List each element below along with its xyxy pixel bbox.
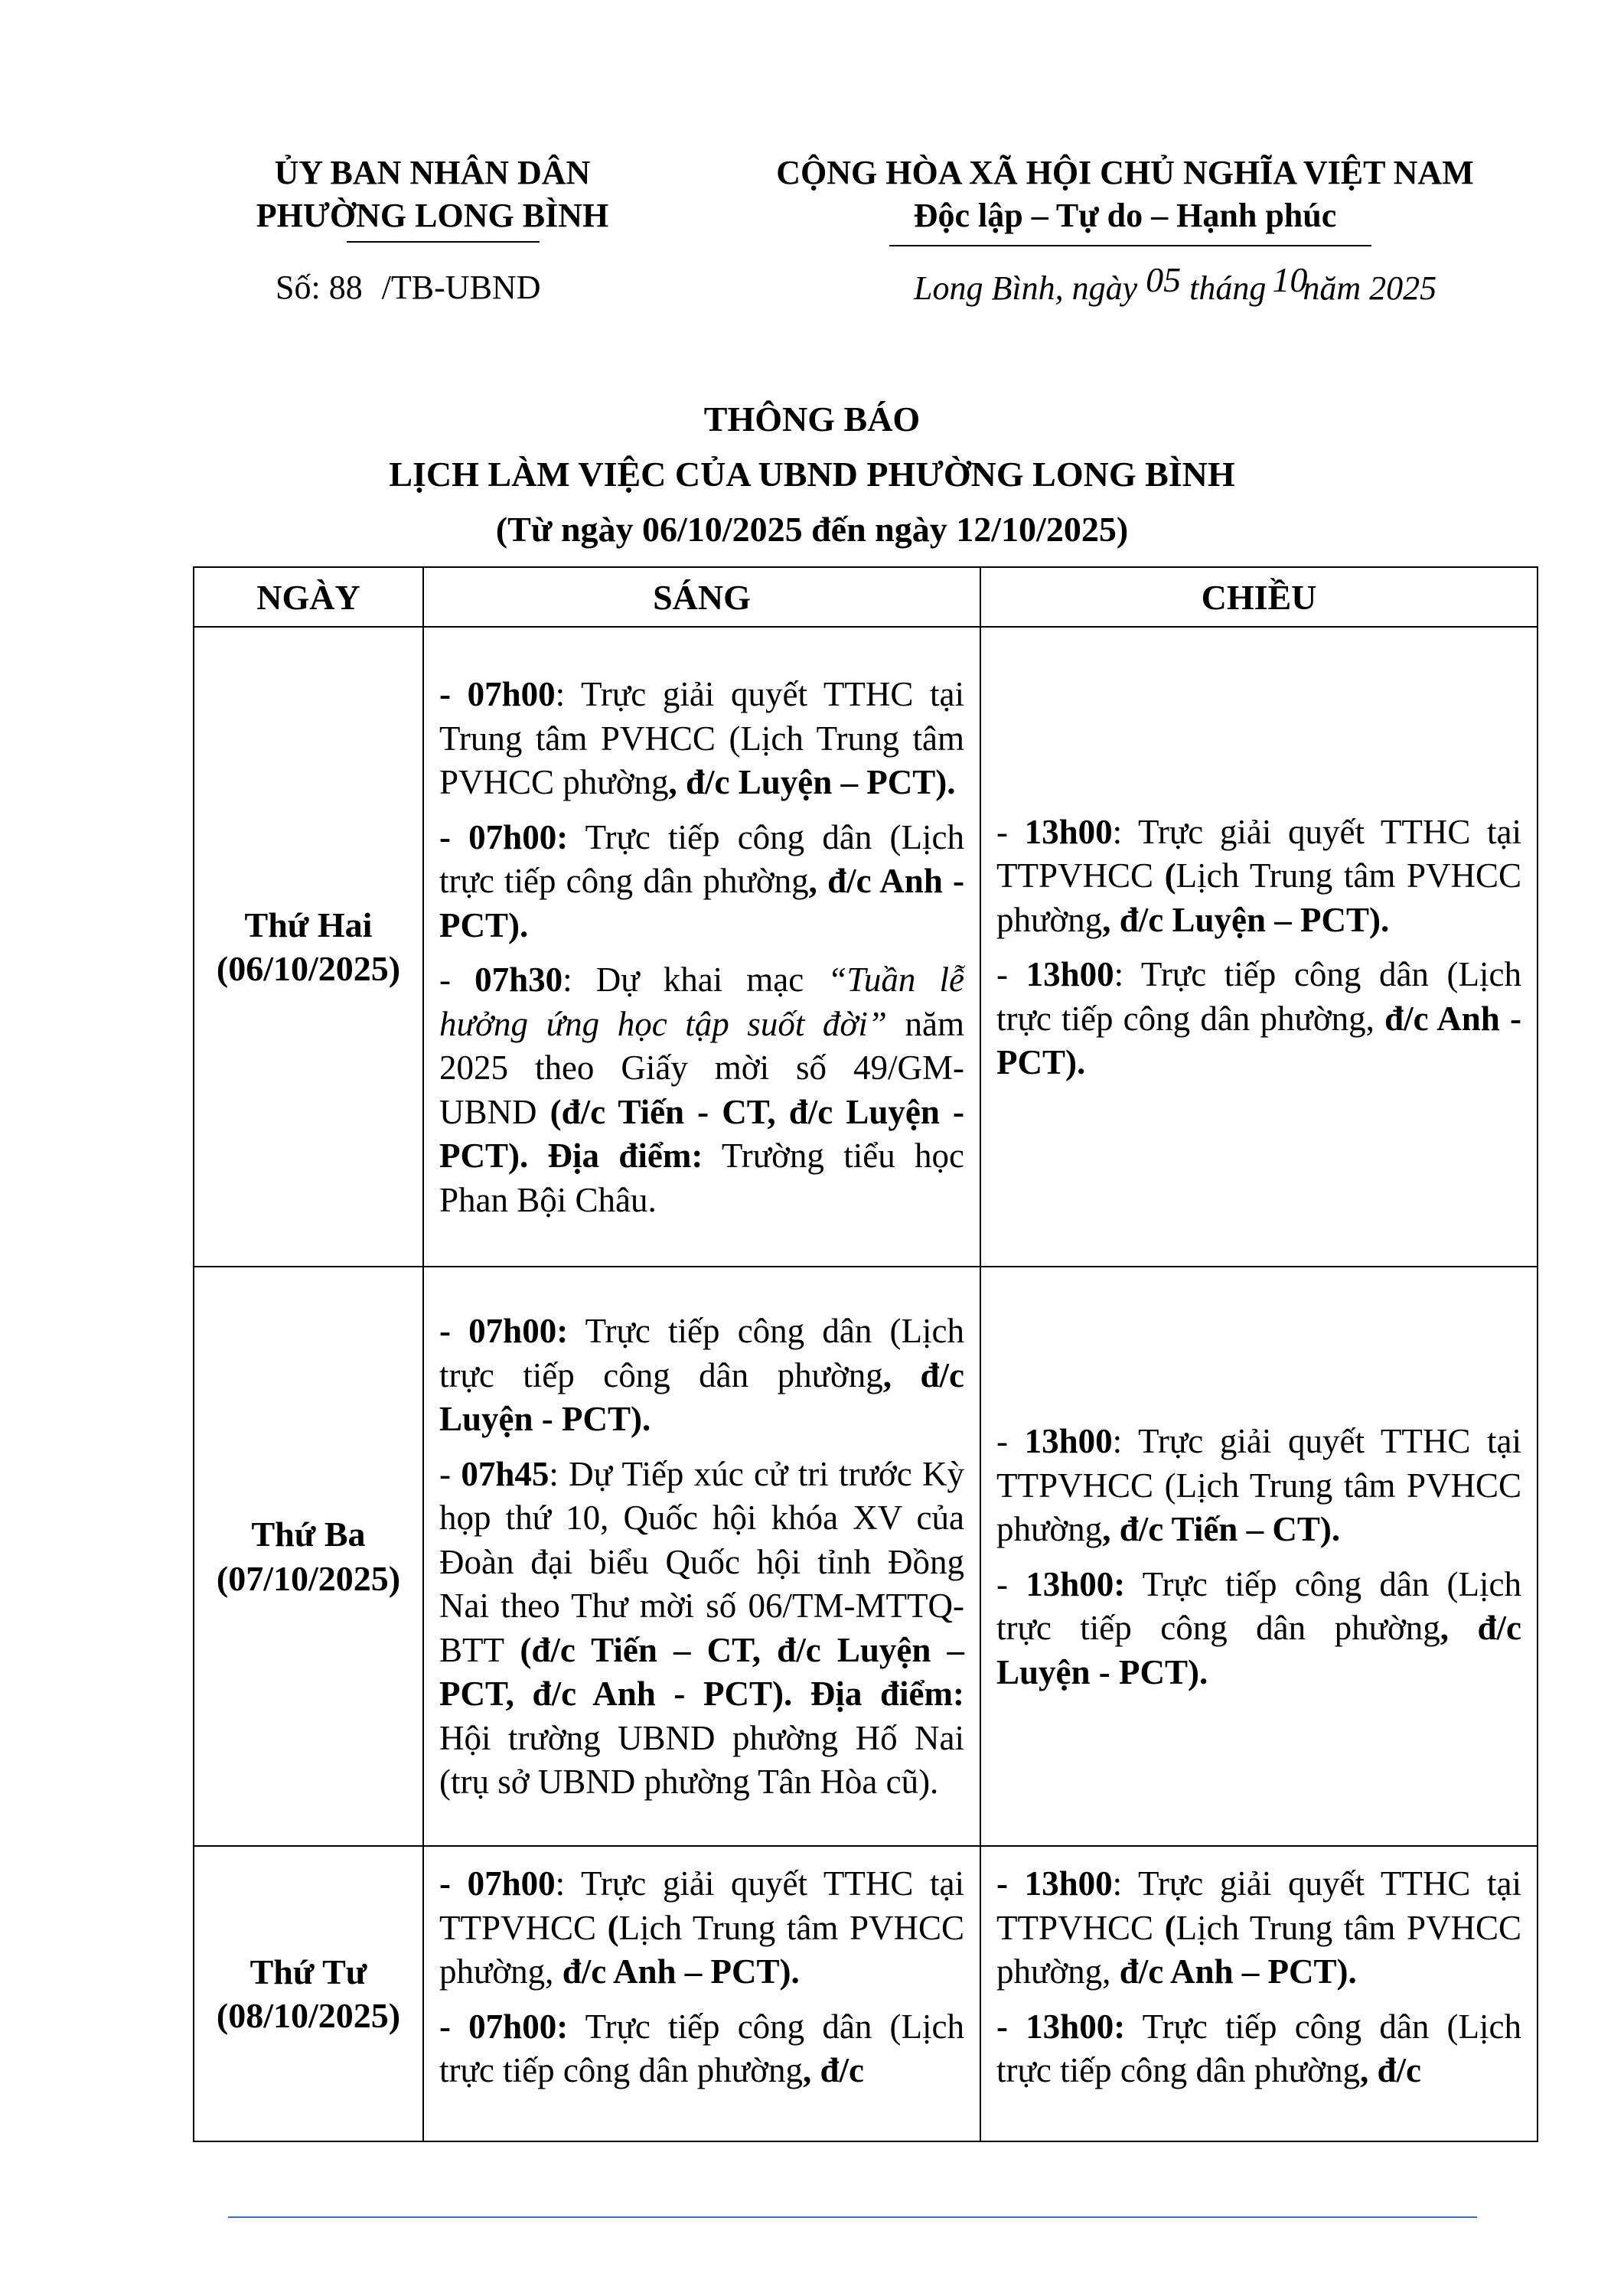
issuer-header xyxy=(153,152,712,237)
day-date: (07/10/2025) xyxy=(216,1558,401,1598)
schedule-entry: - 13h00: Trực giải quyết TTHC tại TTPVHCC (Lịch Trung tâm PVHCC phường, đ/c Luyện – PCT). xyxy=(996,812,1521,939)
document-number: Số: 88 /TB-UBND xyxy=(276,269,541,306)
table-row xyxy=(194,1267,1538,1846)
column-header-afternoon: CHIỀU xyxy=(980,567,1538,627)
document-date: Long Bình, ngày 05 tháng 10năm 2025 xyxy=(914,260,1437,307)
day-date: (08/10/2025) xyxy=(216,1996,401,2035)
schedule-entry: - 13h00: Trực tiếp công dân (Lịch trực tiếp công dân phường, đ/c Luyện - PCT). xyxy=(996,1564,1521,1691)
day-date: (06/10/2025) xyxy=(216,949,401,988)
issuer-underline xyxy=(347,241,540,243)
morning-cell xyxy=(423,1267,980,1846)
footer-divider xyxy=(228,2216,1477,2218)
motto-underline xyxy=(889,245,1371,246)
date-day: 05 xyxy=(1146,260,1182,299)
notice-period: (Từ ngày 06/10/2025 đến ngày 12/10/2025) xyxy=(495,510,1129,549)
national-motto: Độc lập – Tự do – Hạnh phúc xyxy=(913,197,1337,234)
schedule-entry: - 07h00: Trực tiếp công dân (Lịch trực tiếp công dân phường, đ/c Luyện - PCT). xyxy=(439,1312,964,1439)
morning-cell xyxy=(423,1846,980,2141)
schedule-entry: - 07h00: Trực giải quyết TTHC tại Trung tâm PVHCC (Lịch Trung tâm PVHCC phường, đ/c Luyện – PCT). xyxy=(439,675,964,801)
afternoon-cell xyxy=(980,627,1538,1267)
day-cell xyxy=(194,1267,423,1846)
schedule-entry: - 13h00: Trực tiếp công dân (Lịch trực tiếp công dân phường, đ/c Anh - PCT). xyxy=(996,955,1521,1081)
schedule-entry: - 13h00: Trực giải quyết TTHC tại TTPVHCC (Lịch Trung tâm PVHCC phường, đ/c Tiến – CT). xyxy=(996,1422,1521,1548)
afternoon-cell xyxy=(980,1267,1538,1846)
day-name: Thứ Ba xyxy=(251,1515,366,1554)
afternoon-cell xyxy=(980,1846,1538,2141)
document-number-value: 88 xyxy=(328,269,363,306)
column-header-day: NGÀY xyxy=(194,567,423,627)
table-header-row xyxy=(194,567,1538,627)
schedule-entry: - 13h00: Trực tiếp công dân (Lịch trực tiếp công dân phường, đ/c xyxy=(996,2007,1521,2089)
table-row xyxy=(194,1846,1538,2141)
issuer-line1: ỦY BAN NHÂN DÂN xyxy=(274,154,591,191)
schedule-entry: - 07h00: Trực giải quyết TTHC tại TTPVHCC (Lịch Trung tâm PVHCC phường, đ/c Anh – PCT). xyxy=(439,1864,964,1991)
schedule-entry: - 07h30: Dự khai mạc “Tuần lễ hưởng ứng học tập suốt đời” năm 2025 theo Giấy mời số 49/GM-UBND (đ/c Tiến - CT, đ/c Luyện - PCT). Địa điểm: Trường tiểu học Phan Bội Châu. xyxy=(439,960,964,1219)
schedule-table xyxy=(193,566,1538,2142)
day-cell xyxy=(194,1846,423,2141)
schedule-entry: - 07h45: Dự Tiếp xúc cử tri trước Kỳ họp thứ 10, Quốc hội khóa XV của Đoàn đại biểu Quốc hội tỉnh Đồng Nai theo Thư mời số 06/TM-MTTQ-BTT (đ/c Tiến – CT, đ/c Luyện – PCT, đ/c Anh - PCT). Địa điểm: Hội trường UBND phường Hố Nai (trụ sở UBND phường Tân Hòa cũ). xyxy=(439,1454,964,1802)
date-month: 10 xyxy=(1272,260,1308,299)
notice-title: THÔNG BÁO xyxy=(703,400,921,439)
schedule-entry: - 13h00: Trực giải quyết TTHC tại TTPVHCC (Lịch Trung tâm PVHCC phường, đ/c Anh – PCT). xyxy=(996,1864,1521,1991)
notice-subject: LỊCH LÀM VIỆC CỦA UBND PHƯỜNG LONG BÌNH xyxy=(389,455,1235,494)
schedule-entry: - 07h00: Trực tiếp công dân (Lịch trực tiếp công dân phường, đ/c xyxy=(439,2007,964,2089)
issuer-line2: PHƯỜNG LONG BÌNH xyxy=(256,197,609,234)
day-name: Thứ Tư xyxy=(249,1952,367,1991)
day-name: Thứ Hai xyxy=(244,905,373,944)
day-cell xyxy=(194,627,423,1267)
national-title: CỘNG HÒA XÃ HỘI CHỦ NGHĨA VIỆT NAM xyxy=(776,154,1474,191)
schedule-entry: - 07h00: Trực tiếp công dân (Lịch trực tiếp công dân phường, đ/c Anh - PCT). xyxy=(439,817,965,944)
morning-cell xyxy=(423,627,980,1267)
national-header xyxy=(712,152,1538,237)
column-header-morning: SÁNG xyxy=(423,567,980,627)
table-row xyxy=(194,627,1538,1267)
